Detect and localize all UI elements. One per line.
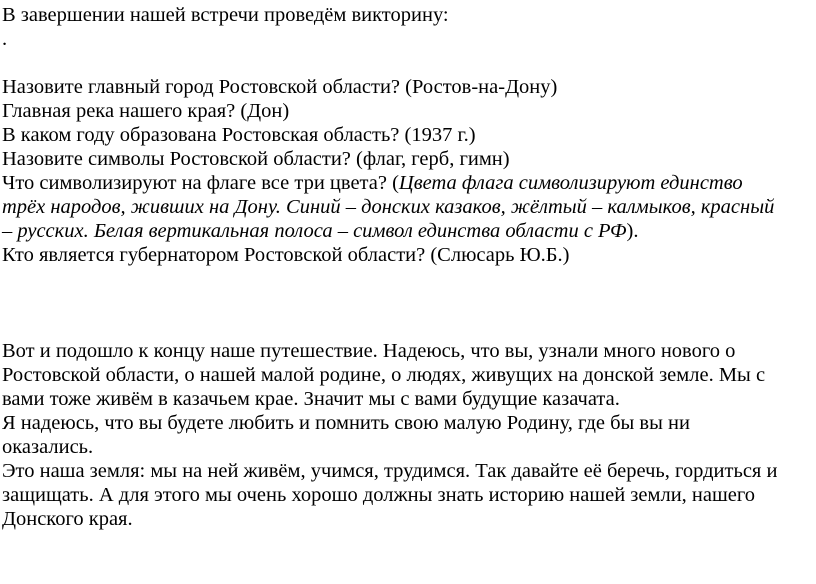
conclusion-line: защищать. А для этого мы очень хорошо должны знать историю нашей земли, нашего — [2, 484, 756, 506]
conclusion-line: Я надеюсь, что вы будете любить и помнить свою малую Родину, где бы вы ни — [2, 412, 690, 434]
quiz-question-year: В каком году образована Ростовская область? (1937 г.) — [2, 124, 476, 146]
flag-answer-line1: Цвета флага символизируют единство — [398, 172, 743, 194]
intro-heading: В завершении нашей встречи проведём викторину: — [2, 4, 449, 26]
quiz-question-governor: Кто является губернатором Ростовской области? (Слюсарь Ю.Б.) — [2, 244, 570, 266]
flag-question-suffix: ). — [626, 220, 639, 242]
flag-answer-line2-row — [2, 195, 816, 219]
quiz-question-flag — [2, 171, 816, 195]
flag-answer-line2: трёх народов, живших на Дону. Синий – донских казаков, жёлтый – калмыков, красный — [2, 196, 775, 218]
conclusion-paragraph-2 — [2, 411, 816, 459]
flag-answer-line3-row — [2, 219, 816, 243]
conclusion-line: Вот и подошло к концу наше путешествие. Надеюсь, что вы, узнали много нового о — [2, 340, 736, 362]
spacer — [2, 51, 816, 75]
conclusion-line: Это наша земля: мы на ней живём, учимся, трудимся. Так давайте её беречь, гордиться и — [2, 460, 778, 482]
spacer — [2, 267, 816, 339]
quiz-list — [2, 75, 816, 267]
conclusion-line: Ростовской области, о нашей малой родине, о людях, живущих на донской земле. Мы с — [2, 364, 766, 386]
quiz-question-capital: Назовите главный город Ростовской области? (Ростов-на-Дону) — [2, 76, 558, 98]
conclusion-line: оказались. — [2, 436, 94, 458]
conclusion-line: вами тоже живём в казачьем крае. Значит мы с вами будущие казачата. — [2, 388, 620, 410]
intro-dot: . — [2, 28, 8, 50]
conclusion-paragraph-1 — [2, 339, 816, 411]
quiz-question-river: Главная река нашего края? (Дон) — [2, 100, 290, 122]
conclusion-paragraph-3 — [2, 459, 816, 531]
flag-question-prefix: Что символизируют на флаге все три цвета? ( — [2, 172, 399, 194]
conclusion-line: Донского края. — [2, 508, 133, 530]
quiz-question-symbols: Назовите символы Ростовской области? (флаг, герб, гимн) — [2, 148, 510, 170]
flag-answer-line3: – русских. Белая вертикальная полоса – символ единства области с РФ — [2, 220, 627, 242]
